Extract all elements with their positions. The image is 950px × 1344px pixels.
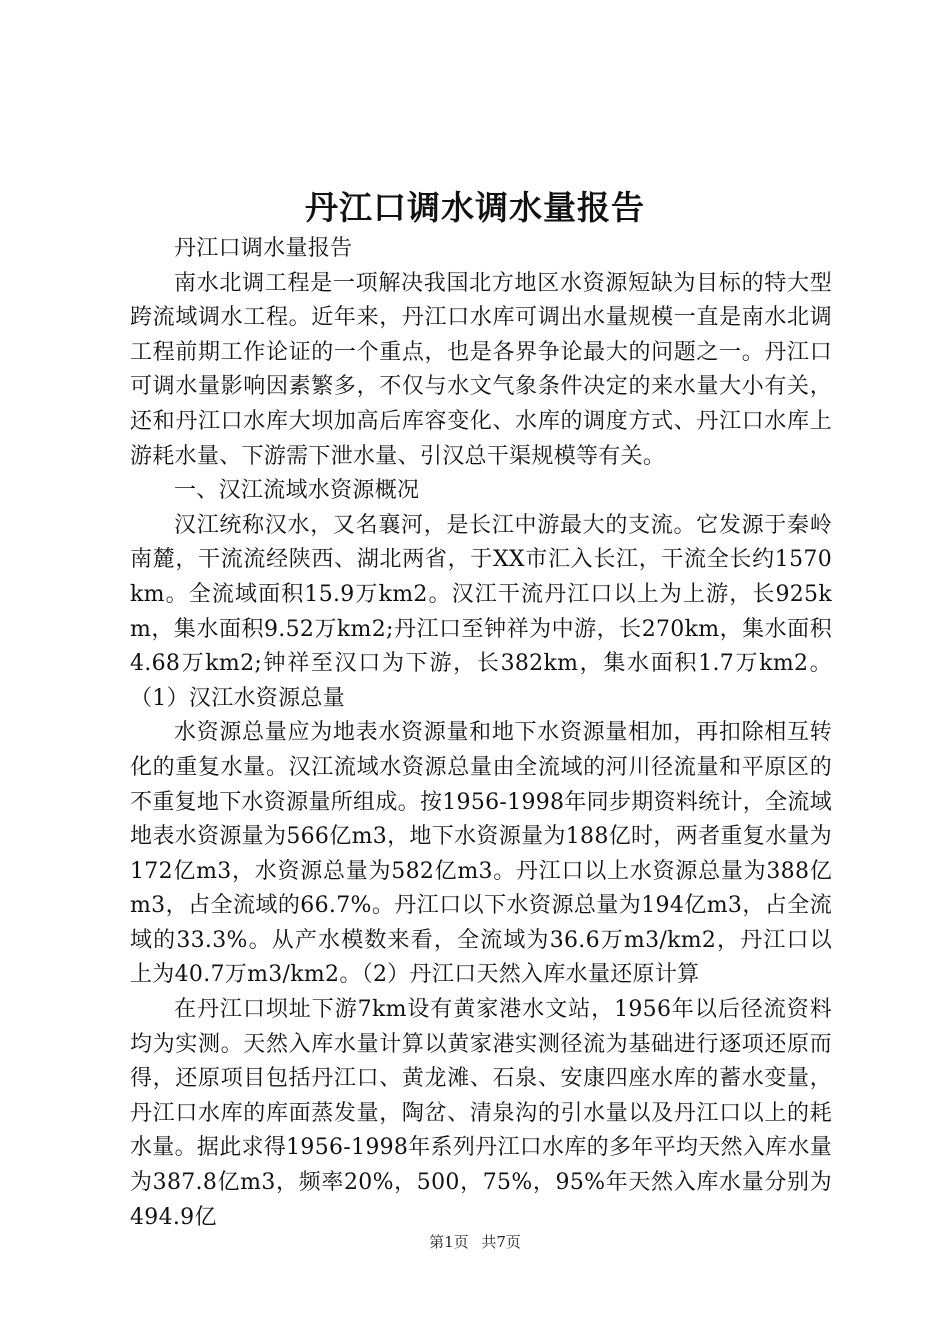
document-body [130, 232, 832, 1235]
hanjiang-overview-paragraph: 汉江统称汉水，又名襄河，是长江中游最大的支流。它发源于秦岭南麓，干流流经陕西、湖北两省，于XX市汇入长江，干流全长约1570km。全流域面积15.9万km2。汉江干流丹江口以上为上游，长925km，集水面积9.52万km2;丹江口至钟祥为中游，长270km，集水面积4.68万km2;钟祥至汉口为下游，长382km，集水面积1.7万km2。（1）汉江水资源总量 [130, 512, 832, 711]
inflow-calculation-paragraph: 在丹江口坝址下游7km设有黄家港水文站，1956年以后径流资料均为实测。天然入库水量计算以黄家港实测径流为基础进行逐项还原而得，还原项目包括丹江口、黄龙滩、石泉、安康四座水库的蓄水变量，丹江口水库的库面蒸发量，陶岔、清泉沟的引水量以及丹江口以上的耗水量。据此求得1956-1998年系列丹江口水库的多年平均天然入库水量为387.8亿m3，频率20%，500，75%，95%年天然入库水量分别为494.9亿 [130, 997, 832, 1230]
water-resources-paragraph: 水资源总量应为地表水资源量和地下水资源量相加，再扣除相互转化的重复水量。汉江流域水资源总量由全流域的河川径流量和平原区的不重复地下水资源量所组成。按1956-1998年同步期资料统计，全流域地表水资源量为566亿m3，地下水资源量为188亿时，两者重复水量为172亿m3，水资源总量为582亿m3。丹江口以上水资源总量为388亿m3，占全流域的66.7%。丹江口以下水资源总量为194亿m3，占全流域的33.3%。从产水模数来看，全流域为36.6万m3/km2，丹江口以上为40.7万m3/km2。（2）丹江口天然入库水量还原计算 [130, 720, 832, 988]
page-number: 第1页 [429, 1233, 469, 1251]
intro-paragraph: 南水北调工程是一项解决我国北方地区水资源短缺为目标的特大型跨流域调水工程。近年来，丹江口水库可调出水量规模一直是南水北调工程前期工作论证的一个重点，也是各界争论最大的问题之一。丹江口可调水量影响因素繁多，不仅与水文气象条件决定的来水量大小有关，还和丹江口水库大坝加高后库容变化、水库的调度方式、丹江口水库上游耗水量、下游需下泄水量、引汉总干渠规模等有关。 [130, 270, 832, 469]
page-total: 共7页 [481, 1233, 521, 1251]
document-title: 丹江口调水调水量报告 [305, 188, 645, 227]
subtitle-paragraph: 丹江口调水量报告 [174, 236, 353, 261]
page-footer [0, 1230, 950, 1254]
section-heading: 一、汉江流域水资源概况 [174, 478, 420, 504]
